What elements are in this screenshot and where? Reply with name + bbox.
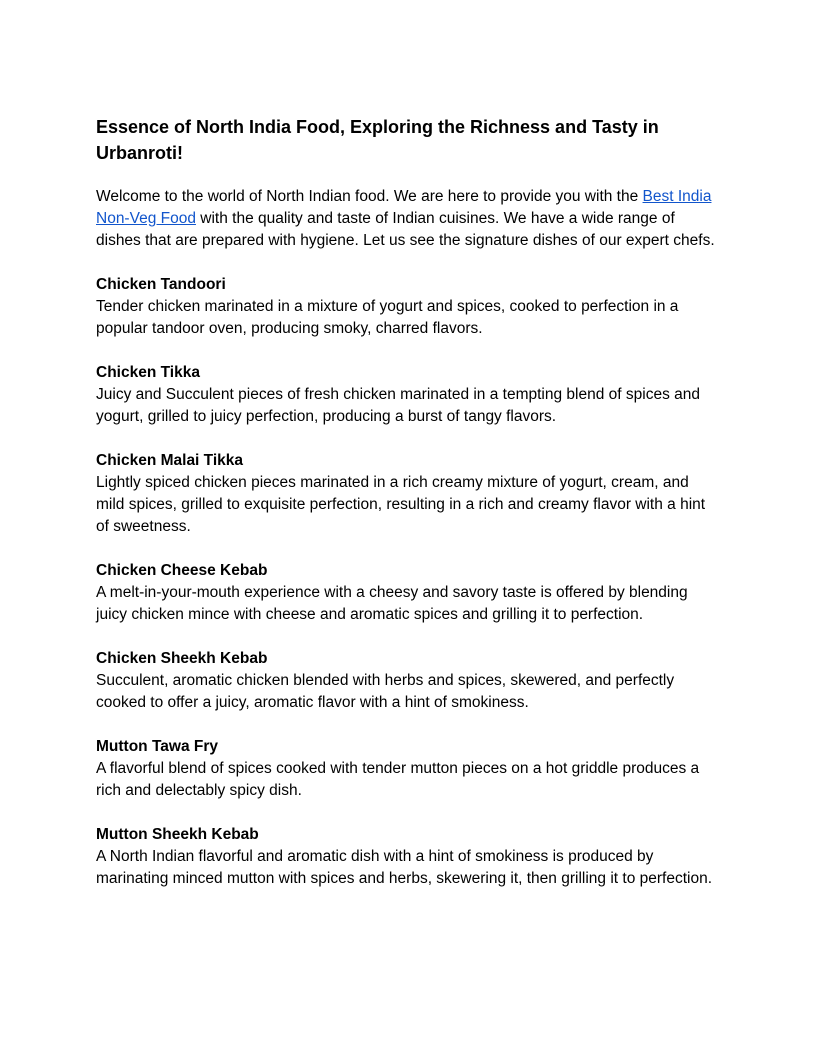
dish-section [96, 362, 716, 428]
dish-description: Lightly spiced chicken pieces marinated in a rich creamy mixture of yogurt, cream, and mild spices, grilled to exquisite perfection, resulting in a rich and creamy flavor with a hint of sweetness. [96, 474, 706, 535]
dish-heading: Mutton Tawa Fry [96, 738, 218, 755]
dish-description: Juicy and Succulent pieces of fresh chicken marinated in a tempting blend of spices and yogurt, grilled to juicy perfection, producing a burst of tangy flavors. [96, 386, 700, 425]
dish-description: A melt-in-your-mouth experience with a cheesy and savory taste is offered by blending juicy chicken mince with cheese and aromatic spices and grilling it to perfection. [96, 584, 688, 623]
dish-section [96, 450, 716, 538]
dish-heading: Chicken Tandoori [96, 276, 226, 293]
dish-section [96, 274, 716, 340]
document-page [96, 114, 716, 912]
dish-section [96, 648, 716, 714]
document-title: Essence of North India Food, Exploring the Richness and Tasty in Urbanroti! [96, 117, 659, 163]
dish-section [96, 560, 716, 626]
dish-description: A North Indian flavorful and aromatic dish with a hint of smokiness is produced by marinating minced mutton with spices and herbs, skewering it, then grilling it to perfection. [96, 848, 712, 887]
intro-text-after: with the quality and taste of Indian cuisines. We have a wide range of dishes that are prepared with hygiene. Let us see the signature dishes of our expert chefs. [96, 210, 715, 249]
dish-heading: Chicken Sheekh Kebab [96, 650, 268, 667]
dish-description: A flavorful blend of spices cooked with tender mutton pieces on a hot griddle produces a rich and delectably spicy dish. [96, 760, 700, 799]
dish-section [96, 736, 716, 802]
dish-heading: Chicken Cheese Kebab [96, 562, 268, 579]
dish-heading: Chicken Tikka [96, 364, 200, 381]
dish-description: Tender chicken marinated in a mixture of yogurt and spices, cooked to perfection in a popular tandoor oven, producing smoky, charred flavors. [96, 298, 679, 337]
intro-paragraph [96, 186, 716, 252]
best-india-non-veg-food-link[interactable]: Best India Non-Veg Food [96, 188, 712, 227]
intro-text-before: Welcome to the world of North Indian food. We are here to provide you with the [96, 188, 643, 205]
dish-description: Succulent, aromatic chicken blended with herbs and spices, skewered, and perfectly cooked to offer a juicy, aromatic flavor with a hint of smokiness. [96, 672, 675, 711]
dish-heading: Chicken Malai Tikka [96, 452, 244, 469]
dish-section [96, 824, 716, 890]
dish-heading: Mutton Sheekh Kebab [96, 826, 259, 843]
